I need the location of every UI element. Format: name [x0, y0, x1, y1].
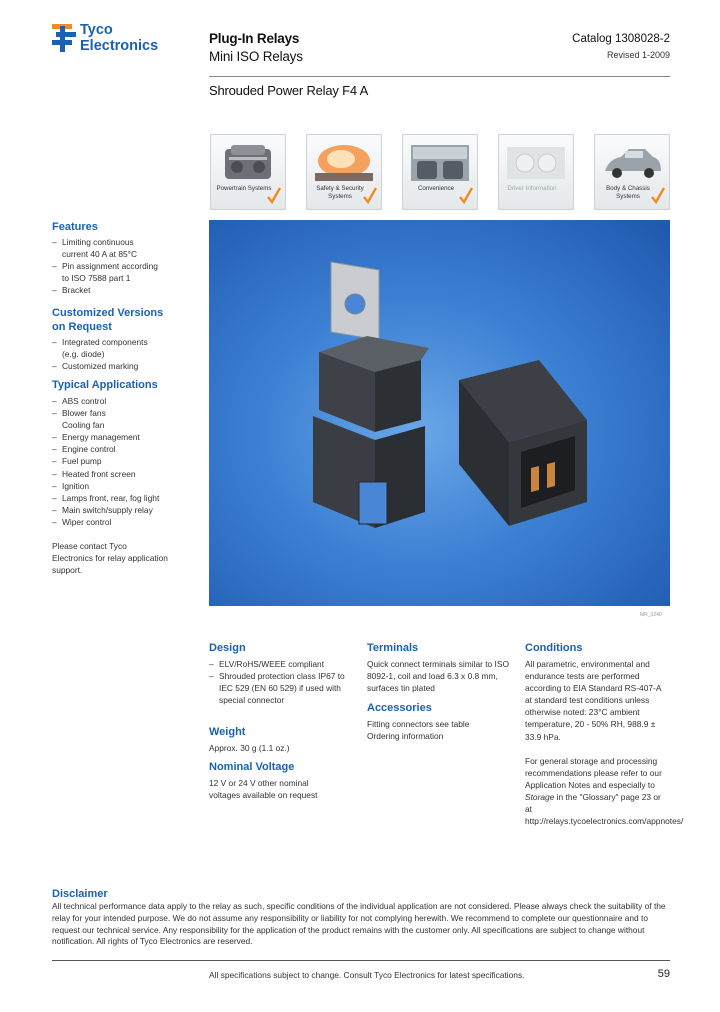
category-powertrain[interactable]: [210, 134, 286, 210]
list-item: – Blower fans: [52, 407, 202, 419]
revision-date: Revised 1-2009: [606, 50, 670, 60]
section-title: Plug-In Relays: [209, 31, 300, 46]
list-item: Cooling fan: [62, 420, 105, 431]
list-item: – Bracket: [52, 284, 162, 296]
list-item: – Integrated components (e.g. diode): [52, 336, 157, 360]
checkmark-icon: [363, 187, 377, 205]
typical-applications-heading: Typical Applications: [52, 379, 158, 391]
list-item: – Main switch/supply relay: [52, 504, 202, 516]
checkmark-icon: [651, 187, 665, 205]
storage-note-part: For general storage and processing recommendations please refer to our Application Notes and especially to: [525, 756, 662, 791]
car-interior-image-icon: [407, 139, 473, 185]
checkmark-icon: [267, 187, 281, 205]
list-item: – Shrouded protection class IP67 to IEC 529 (EN 60 529) if used with special connector: [209, 670, 349, 706]
header-divider: [209, 76, 670, 77]
relay-photo-icon: [209, 220, 670, 606]
category-driver-information[interactable]: [498, 134, 574, 210]
terminals-text: Quick connect terminals similar to ISO 8092-1, coil and load 6.3 x 0.8 mm, surfaces tin plated: [367, 659, 509, 694]
list-item: – Wiper control: [52, 516, 202, 528]
dashboard-image-icon: [503, 139, 569, 185]
nominal-voltage-text: 12 V or 24 V other nominal voltages available on request: [209, 778, 318, 801]
photo-reference-code: MR_0240: [640, 612, 662, 618]
conditions-heading: Conditions: [525, 642, 583, 654]
category-body-chassis[interactable]: [594, 134, 670, 210]
list-item: – Lamps front, rear, fog light: [52, 492, 202, 504]
category-convenience[interactable]: [402, 134, 478, 210]
weight-text: Approx. 30 g (1.1 oz.): [209, 743, 290, 753]
custom-versions-heading: Customized Versions on Request: [52, 307, 164, 333]
section-subtitle: Mini ISO Relays: [209, 49, 303, 64]
product-photo: [209, 220, 670, 606]
product-title: Shrouded Power Relay F4 A: [209, 83, 369, 98]
features-heading: Features: [52, 221, 98, 233]
design-heading: Design: [209, 642, 246, 654]
engine-image-icon: [215, 139, 281, 185]
list-item: – Fuel pump: [52, 455, 202, 467]
list-item: – ABS control: [52, 395, 202, 407]
logo-mark-icon: [50, 20, 78, 56]
disclaimer-heading: Disclaimer: [52, 888, 108, 900]
storage-note: [525, 755, 684, 828]
storage-link[interactable]: Storage: [525, 792, 555, 803]
contact-note: Please contact Tyco Electronics for relay application support.: [52, 541, 168, 576]
list-item: – Engine control: [52, 443, 202, 455]
logo-word-tyco: Tyco: [80, 22, 113, 38]
conditions-text: All parametric, environmental and endurance tests are performed according to EIA Standard RS-407-A at standard test conditions unless otherwise noted: 23°C ambient temperature, 20 - 50% RH, 988.9 ± 33.9 hPa.: [525, 659, 661, 742]
car-image-icon: [599, 139, 665, 185]
custom-versions-list: [52, 336, 157, 372]
weight-heading: Weight: [209, 726, 246, 738]
page-number: 59: [657, 968, 670, 980]
category-label: Safety & Security Systems: [316, 185, 364, 200]
checkmark-icon: [459, 187, 473, 205]
nominal-voltage-heading: Nominal Voltage: [209, 761, 295, 773]
list-item: – Pin assignment according to ISO 7588 part 1: [52, 260, 162, 284]
design-list: [209, 658, 349, 706]
tyco-logo[interactable]: [50, 20, 190, 68]
category-safety-security[interactable]: [306, 134, 382, 210]
footer-note: All specifications subject to change. Consult Tyco Electronics for latest specifications.: [209, 970, 525, 980]
accessories-heading: Accessories: [367, 702, 432, 714]
footer-divider: [52, 960, 670, 961]
list-item: – Customized marking: [52, 360, 157, 372]
category-label: Driver Information: [507, 185, 557, 192]
category-label: Convenience: [417, 185, 455, 192]
airbag-image-icon: [311, 139, 377, 185]
typical-applications-list: [52, 395, 202, 528]
list-item: – Limiting continuous current 40 A at 85°C: [52, 236, 162, 260]
logo-word-electronics: Electronics: [80, 38, 159, 54]
features-list: [52, 236, 162, 296]
list-item: – ELV/RoHS/WEEE compliant: [209, 658, 349, 670]
disclaimer-text: All technical performance data apply to the relay as such, specific conditions of the individual application are not considered. Please always check the suitability of the relay for your intended purpose. We do not assume any responsibility or liability for not complying herewith. We recommend to complete our questionnaire and to request our technical service. Any responsibility for the application of the product remains with the customer only. All specifications are subject to change without notification. All rights of Tyco Electronics are reserved.: [52, 901, 666, 947]
list-item: – Energy management: [52, 431, 202, 443]
list-item: – Heated front screen: [52, 468, 202, 480]
accessories-text: Fitting connectors see table Ordering information: [367, 719, 470, 742]
terminals-heading: Terminals: [367, 642, 419, 654]
category-label: Powertrain Systems: [216, 185, 272, 192]
storage-note-part: in the "Glossary" page 23 or at http://relays.tycoelectronics.com/appnotes/: [525, 792, 684, 827]
catalog-number: Catalog 1308028-2: [572, 33, 670, 45]
category-label: Body & Chassis Systems: [606, 185, 650, 200]
list-item: – Ignition: [52, 480, 202, 492]
